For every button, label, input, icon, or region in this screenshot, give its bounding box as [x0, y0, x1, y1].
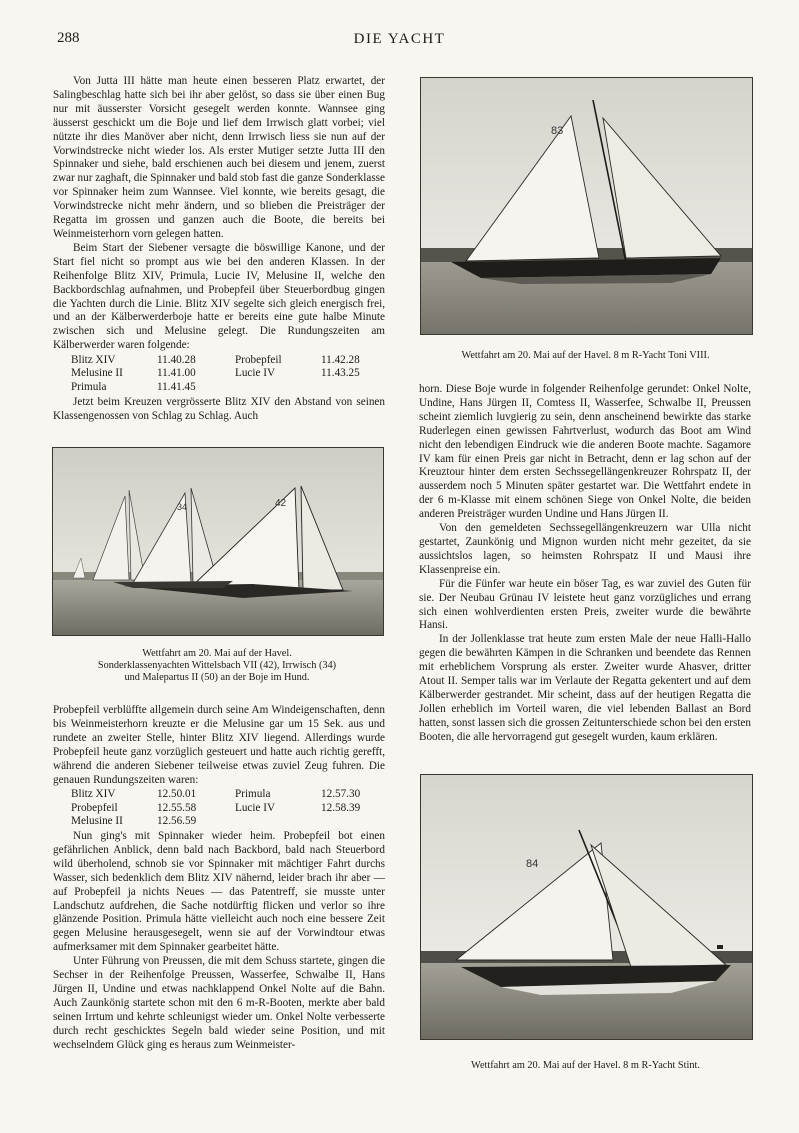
- photo-sonderklasse-yachts: [52, 447, 384, 636]
- table-row: [71, 815, 360, 828]
- paragraph: Für die Fünfer war heute ein böser Tag, es war zuviel des Guten für sie. Der Neubau Grünau IV leistete heut ganz vorzügliches und errang sich einen wohlverdienten ersten Preis, zweiter wurde die bewährte Hansi.: [419, 577, 751, 632]
- table-cell: 12.50.01: [157, 788, 197, 801]
- caption-line: und Malepartus II (50) an der Boje im Hund.: [124, 672, 310, 684]
- paragraph: Probepfeil verblüffte allgemein durch seine Am Windeigenschaften, denn bis Weinmeisterhorn kreuzte er die Melusine gar um 15 Sek. aus und rundete an zweiter Stelle, hinter Blitz XIV liegend. Allerdings wurde Probepfeil heute ganz vorzüglich gesteuert und hatte auch richtig gerefft, während die anderen Siebener teilweise etwas zuviel Zeug fuhren. Die genauen Rundungszeiten waren:: [53, 704, 385, 786]
- sailboat-illustration: [421, 78, 752, 334]
- table-cell: 11.43.25: [321, 367, 360, 380]
- sailboat-illustration: [421, 775, 752, 1039]
- table-row: [71, 354, 360, 367]
- sailboats-illustration: [53, 448, 383, 635]
- caption-line: Wettfahrt am 20. Mai auf der Havel.: [142, 648, 292, 659]
- sail-number: 42: [275, 498, 287, 509]
- table-cell: 11.42.28: [321, 354, 360, 367]
- photo-toni-viii: [420, 77, 753, 335]
- sail-number: 84: [526, 858, 539, 870]
- table-row: [71, 802, 360, 815]
- table-cell: 12.55.58: [157, 801, 197, 814]
- caption-line: Sonderklassenyachten Wittelsbach VII (42), Irrwisch (34): [97, 660, 337, 672]
- table-row: [71, 381, 360, 394]
- table-cell: Blitz XIV: [71, 788, 116, 801]
- table-cell: 11.41.00: [157, 367, 196, 380]
- rounding-times-table-2: [71, 788, 360, 828]
- paragraph: Unter Führung von Preussen, die mit dem Schuss startete, gingen die Sechser in der Reihenfolge Preussen, Wasserfee, Schwalbe II, Hans Jürgen II, Undine und etwas nachklappend Onkel Nolte auf die Bahn. Auch Zaunkönig startete schon mit den 6 m-R-Booten, merkte aber bald seinen Irrtum und kehrte schleunigst wieder um. Onkel Nolte verbesserte durch recht geschicktes Segeln bald wieder seine Position, und mit wechselndem Glück ging es heraus zum Weinmeister-: [53, 955, 385, 1051]
- table-cell: [321, 815, 360, 828]
- table-cell: Lucie IV: [235, 367, 276, 380]
- running-head: DIE YACHT: [353, 31, 446, 47]
- table-cell: Lucie IV: [235, 801, 276, 814]
- table-cell: 11.41.45: [157, 380, 196, 393]
- table-cell: Primula: [235, 788, 271, 801]
- sail-number: 34: [177, 502, 188, 512]
- paragraph: Nun ging's mit Spinnaker wieder heim. Probepfeil bot einen gefährlichen Anblick, denn bald nach Backbord, bald nach Steuerbord wild überholend, schnob sie vor Spinnaker mit mächtiger Fahrt durchs Wasser, sich bedenklich dem Blitz XIV nähernd, leider brach ihr aber — auf Probepfeil ja nichts Neues — das Patentreff, sie musste unter Landschutz aufdrehen, die Sache notdürftig flicken und verlor so ihre glänzende Position. Primula hätte vielleicht auch noch eine bessere Zeit gegen Melusine herausgesegelt, wenn sie auf der Vorwindtour etwas aufmerksamer mit dem Spinnaker gearbeitet hätte.: [53, 830, 385, 954]
- rounding-times-table-1: [71, 354, 360, 394]
- table-cell: Primula: [71, 380, 107, 393]
- right-column: [419, 383, 751, 745]
- table-row: [71, 788, 360, 801]
- table-cell: 12.57.30: [321, 788, 361, 801]
- table-row: [71, 367, 360, 380]
- table-cell: Melusine II: [71, 814, 123, 827]
- photo-right-bottom-caption: Wettfahrt am 20. Mai auf der Havel. 8 m R-Yacht Stint.: [471, 1060, 700, 1071]
- paragraph: Jetzt beim Kreuzen vergrösserte Blitz XIV den Abstand von seinen Klassengenossen von Schlag zu Schlag. Auch: [53, 395, 385, 422]
- table-cell: 12.58.39: [321, 801, 361, 814]
- left-column-bottom: [53, 704, 385, 1053]
- table-cell: Probepfeil: [71, 801, 118, 814]
- left-column-top: [53, 75, 385, 424]
- paragraph: horn. Diese Boje wurde in folgender Reihenfolge gerundet: Onkel Nolte, Undine, Hans Jürgen II, Comtess II, Wasserfee, Schwalbe II, Preussen scheint ziemlich luvgierig zu sein, denn anscheinend bewirkte das starke Ruderlegen einen gewissen Fahrtverlust, wodurch das Boot am Wind nicht den lebendigen Eindruck wie die anderen Boote machte. Sagamore IV kam für einen Preis gar nicht in Betracht, denn er lag schon auf der Kreuztour hinter dem ersten Sechssegellängenkreuzer Rohrspatz II, der ausserdem noch 5 Minuten später gestartet war. Die Wettfahrt endete in der 6 m-Klasse mit einem schönen Siege von Onkel Nolte, die beiden anderen Preisträger wurden Undine und Hans Jürgen II.: [419, 383, 751, 521]
- paragraph: Von Jutta III hätte man heute einen besseren Platz erwartet, der Salingbeschlag hatte sich bei ihr aber gelöst, so dass sie über einen Bug nur mit äusserster Vorsicht gesegelt werden konnte. Wannsee ging äusserst geschickt um die Boje und lief dem Irrwisch glatt vorbei; viel nützte ihr dies Manöver aber nicht, denn Irrwisch liess sie nun auf der Vorwindstrecke nicht wieder los. Als erster Mutiger setzte Jutta III den Spinnaker und siehe, bald erschienen auch bei diesem und jenem, zuerst zwar nur zaghaft, die Spinnaker und bald stob fast die ganze Sonderklasse vor Spinnaker heim zum Wannsee. Viel konnte, wie bereits gesagt, die Vorwindstrecke nicht mehr ändern, und so blieben die Preisträger der Regatta im grossen und ganzen auch die Boote, die bereits bei Weinmeisterhorn vorn gelegen hatten.: [53, 75, 385, 240]
- table-cell: [235, 815, 321, 828]
- table-cell: Probepfeil: [235, 354, 282, 367]
- table-cell: [321, 381, 360, 394]
- table-cell: Blitz XIV: [71, 354, 116, 367]
- table-cell: Melusine II: [71, 367, 123, 380]
- photo-stint: [420, 774, 753, 1040]
- paragraph: In der Jollenklasse trat heute zum ersten Male der neue Halli-Hallo gegen die bewährten Kämpen in die Schranken und beendete das Rennen mit erheblichem Vorsprung als erster. Zweiter wurde Ahasver, dritter Atout II. Semper talis war im Verlaute der Regatta gekentert und auf dem Kälberwerder gestrandet. Mir scheint, dass auf der heutigen Regatta die Jollen erheblich im Vorteil waren, die viel lebenden Ballast an Bord hatten, sonst lassen sich die grossen Zeitunterschiede schon bei den ersten Booten, die alle hervorragend gut gesegelt wurden, kaum erklären.: [419, 633, 751, 743]
- page-number: 288: [57, 30, 80, 46]
- table-cell: [235, 381, 321, 394]
- table-cell: 11.40.28: [157, 354, 196, 367]
- paragraph: Beim Start der Siebener versagte die böswillige Kanone, und der Start fiel nicht so prompt aus wie bei den anderen Klassen. In der Reihenfolge Blitz XIV, Primula, Lucie IV, Melusine II, welche den Backbordschlag aufnahmen, und Probepfeil über Steuerbordbug gingen die Yachten durch die Linie. Blitz XIV segelte sich gleich energisch frei, und an der Kälberwerderboje hatte er bereits eine gute halbe Minute zwischen sich und Melusine gelegt. Die Rundungszeiten am Kälberwerder waren folgende:: [53, 241, 385, 352]
- sail-number: 83: [551, 125, 564, 137]
- paragraph: Von den gemeldeten Sechssegellängenkreuzern war Ulla nicht gestartet, Zaunkönig und Mignon wurden nicht mehr gezeitet, da sie aussichtslos lagen, so heimsten Rohrspatz II und Mausi ihre Klassenpreise ein.: [419, 522, 751, 576]
- table-cell: 12.56.59: [157, 814, 197, 827]
- photo-left-caption: [52, 648, 382, 685]
- photo-right-top-caption: Wettfahrt am 20. Mai auf der Havel. 8 m R-Yacht Toni VIII.: [461, 350, 710, 361]
